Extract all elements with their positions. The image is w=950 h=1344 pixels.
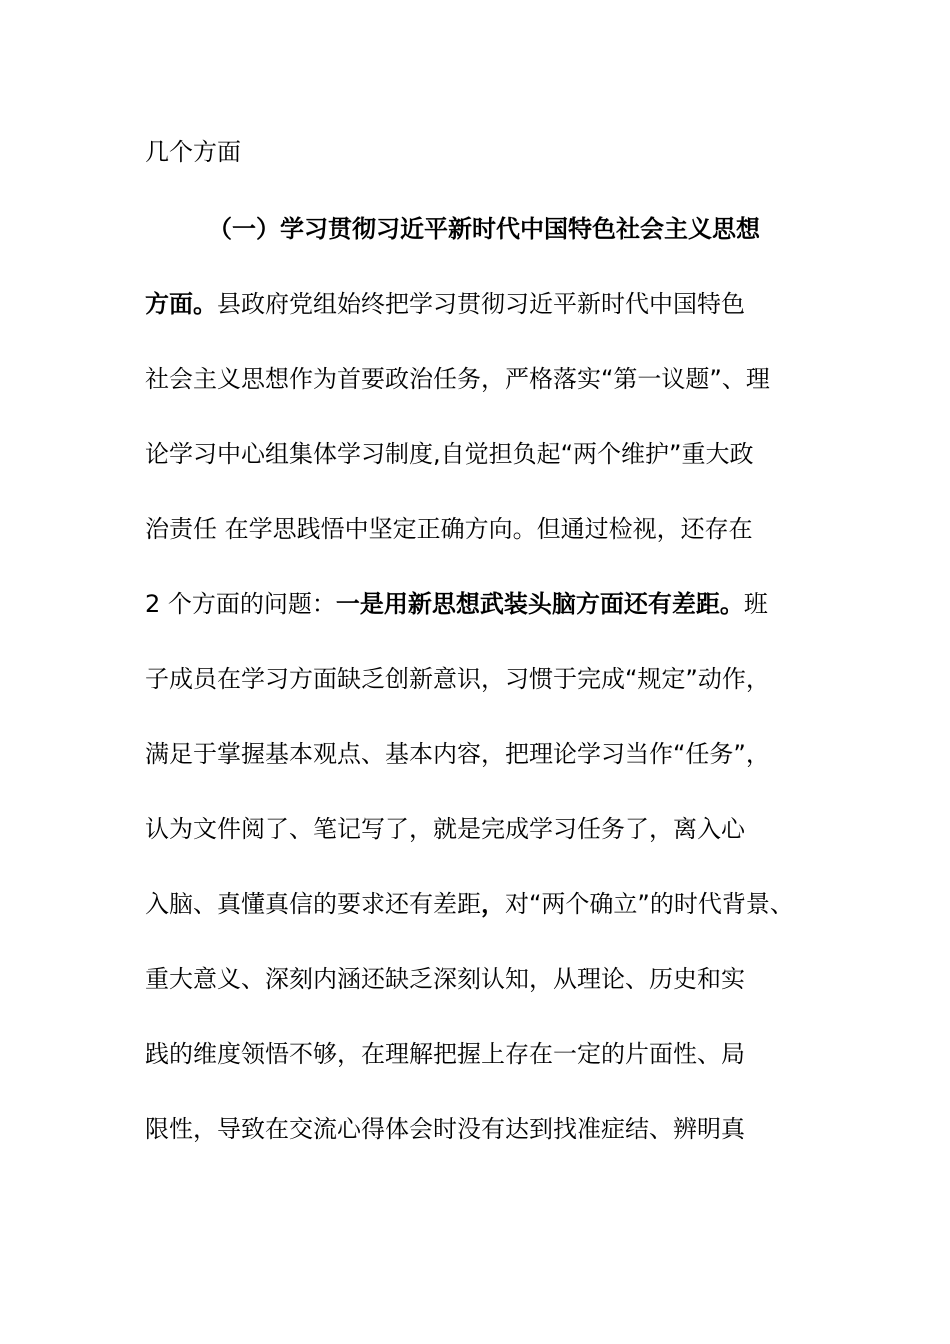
text-segment: 子成员在学习方面缺乏创新意识，习惯于完成“规定”动作， <box>145 665 770 693</box>
text-segment: 治责任 在学思践悟中坚定正确方向。但通过检视，还存在 <box>145 515 753 543</box>
section-heading <box>208 214 760 244</box>
text-segment: 几个方面 <box>145 138 241 166</box>
text-line <box>145 889 794 919</box>
text-segment: 对“两个确立”的时代背景、 <box>505 890 794 918</box>
text-segment: 重大意义、深刻内涵还缺乏深刻认知，从理论、历史和实 <box>145 965 745 993</box>
text-segment: 践的维度领悟不够，在理解把握上存在一定的片面性、局 <box>145 1040 745 1068</box>
bold-point: 一是用新思想武装头脑方面还有差距。 <box>335 590 744 618</box>
text-segment: 限性，导致在交流心得体会时没有达到找准症结、辨明真 <box>145 1115 745 1143</box>
text-line <box>145 364 770 394</box>
text-line <box>145 664 770 694</box>
text-line <box>145 589 768 619</box>
bold-comma: ， <box>481 890 505 918</box>
text-segment: 满足于掌握基本观点、基本内容，把理论学习当作“任务”， <box>145 740 770 768</box>
text-line <box>145 1039 745 1069</box>
text-line <box>145 739 770 769</box>
heading-text-end: 方面。 <box>145 290 217 318</box>
text-line <box>145 137 241 167</box>
text-segment: 论学习中心组集体学习制度,自觉担负起“两个维护”重大政 <box>145 440 754 468</box>
text-segment: 社会主义思想作为首要政治任务，严格落实“第一议题”、理 <box>145 365 770 393</box>
heading-text: （一）学习贯彻习近平新时代中国特色社会主义思想 <box>208 215 760 243</box>
text-segment: 2 个方面的问题： <box>145 590 336 618</box>
text-line <box>145 1114 745 1144</box>
text-line <box>145 514 753 544</box>
text-line <box>145 814 745 844</box>
text-segment: 认为文件阅了、笔记写了，就是完成学习任务了，离入心 <box>145 815 745 843</box>
text-segment: 入脑、真懂真信的要求还有差距 <box>145 890 481 918</box>
text-segment: 班 <box>743 590 768 618</box>
text-line <box>145 439 754 469</box>
text-segment: 县政府党组始终把学习贯彻习近平新时代中国特色 <box>217 290 745 318</box>
text-line <box>145 964 745 994</box>
text-line <box>145 289 745 319</box>
